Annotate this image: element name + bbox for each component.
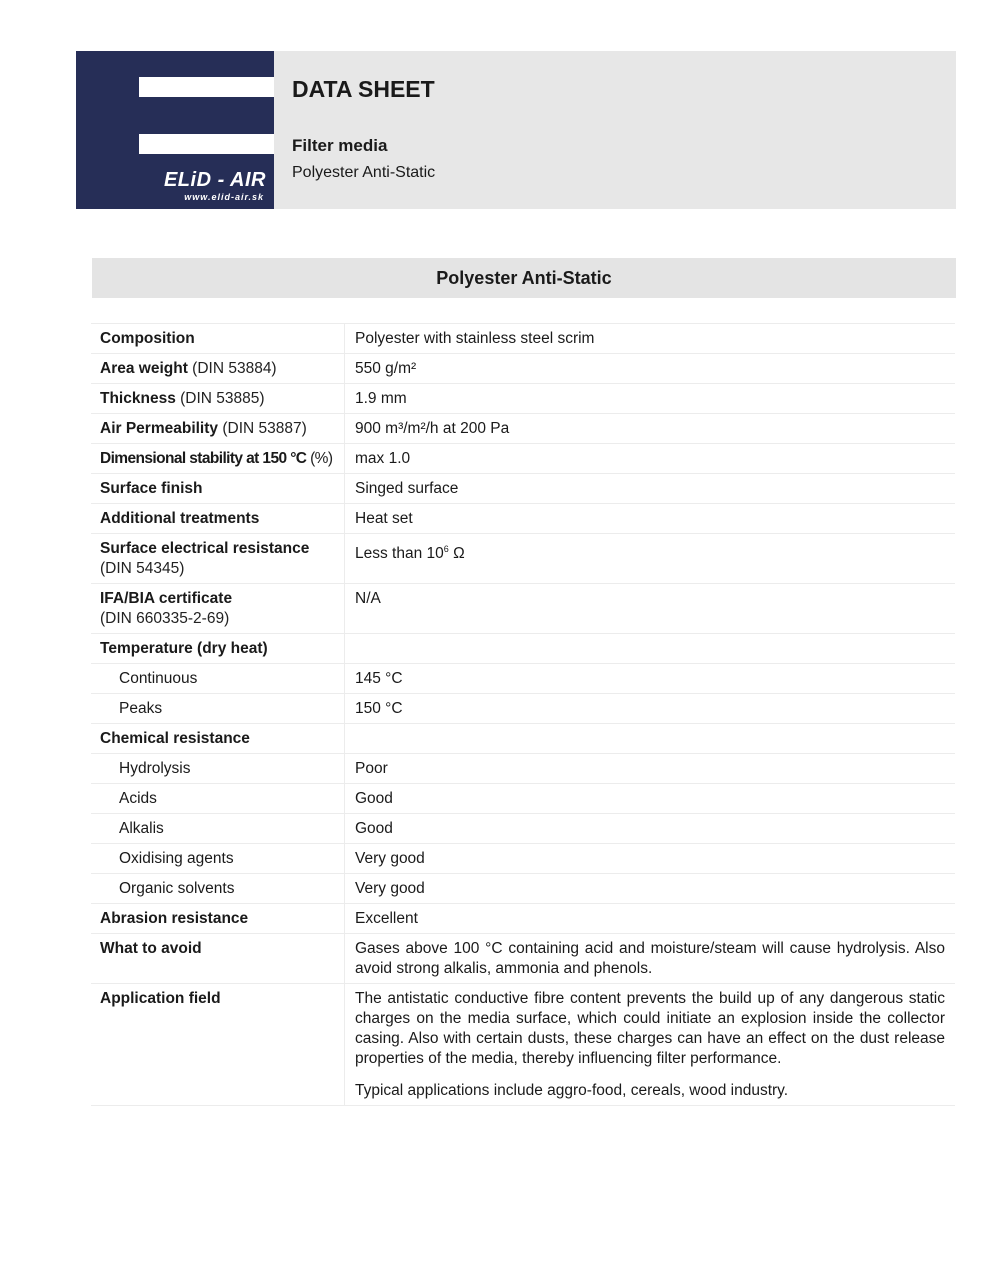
section-title-bar (92, 258, 956, 298)
table-row-hydrolysis (91, 754, 955, 784)
logo-url: www.elid-air.sk (184, 192, 264, 202)
row-label: Surface finish (100, 480, 203, 497)
row-label: Composition (100, 330, 195, 347)
product-name: Polyester Anti-Static (292, 164, 436, 181)
row-label: Peaks (91, 694, 345, 723)
row-label: Acids (91, 784, 345, 813)
table-row-area-weight (91, 354, 955, 384)
row-value: Polyester with stainless steel scrim (355, 330, 595, 347)
table-row-chemical-header (91, 724, 955, 754)
table-row-temperature-header (91, 634, 955, 664)
application-examples: Typical applications include aggro-food, cereals, wood industry. (355, 1082, 789, 1099)
row-value: Singed surface (355, 480, 459, 497)
row-value: Gases above 100 °C containing acid and moisture/steam will cause hydrolysis. Also avoid strong alkalis, ammonia and phenols. (355, 940, 945, 977)
table-row-abrasion-resistance (91, 904, 955, 934)
row-label: What to avoid (100, 940, 202, 957)
row-value: Good (355, 790, 393, 807)
row-label: Area weight (100, 360, 188, 377)
table-row-what-to-avoid (91, 934, 955, 984)
row-value: Good (355, 820, 393, 837)
row-label: Continuous (91, 664, 345, 693)
logo-bar-bottom (139, 134, 274, 154)
row-value: Excellent (355, 910, 418, 927)
table-row-continuous (91, 664, 955, 694)
application-text: The antistatic conductive fibre content prevents the build up of any dangerous static charges on the media surface, which could initiate an explosion inside the collector casing. Also with certain dusts, these charges can have an effect on the dust release properties of the media, thereby influencing filter performance. (355, 990, 945, 1067)
section-title: Polyester Anti-Static (436, 268, 612, 288)
row-label: Oxidising agents (91, 844, 345, 873)
table-row-alkalis (91, 814, 955, 844)
row-label: Application field (100, 990, 221, 1007)
row-value: Poor (355, 760, 388, 777)
table-row-dimensional-stability (91, 444, 955, 474)
row-note: (DIN 660335-2-69) (100, 610, 230, 627)
row-value: 550 g/m² (355, 360, 417, 377)
row-label: Chemical resistance (100, 730, 250, 747)
table-row-acids (91, 784, 955, 814)
row-note: (DIN 53887) (222, 420, 307, 437)
row-label: IFA/BIA certificate (100, 590, 233, 607)
row-value: 1.9 mm (355, 390, 407, 407)
row-value: N/A (355, 590, 381, 607)
table-row-composition (91, 324, 955, 354)
company-logo (76, 51, 274, 209)
table-row-thickness (91, 384, 955, 414)
row-label: Surface electrical resistance (100, 540, 310, 557)
page-subtitle: Filter media (292, 136, 388, 155)
row-value: Very good (355, 880, 425, 897)
row-value: 900 m³/m²/h at 200 Pa (355, 420, 510, 437)
table-row-air-permeability (91, 414, 955, 444)
logo-brand: ELiD - AIR (163, 169, 266, 191)
row-value: 145 °C (355, 670, 403, 687)
row-label: Additional treatments (100, 510, 260, 527)
row-label: Temperature (dry heat) (100, 640, 268, 657)
page-title: DATA SHEET (292, 76, 435, 102)
row-note: (DIN 54345) (100, 560, 185, 577)
row-label: Alkalis (91, 814, 345, 843)
row-label: Organic solvents (91, 874, 345, 903)
row-value: Heat set (355, 510, 413, 527)
row-label: Abrasion resistance (100, 910, 249, 927)
table-row-peaks (91, 694, 955, 724)
row-note: (DIN 53884) (192, 360, 277, 377)
spec-table (91, 323, 955, 1106)
row-label: Thickness (100, 390, 176, 407)
table-row-surface-resistance (91, 534, 955, 584)
table-row-additional-treatments (91, 504, 955, 534)
exponent: 6 (443, 544, 449, 554)
table-row-ifa-certificate (91, 584, 955, 634)
table-row-surface-finish (91, 474, 955, 504)
header (76, 51, 956, 209)
row-label: Air Permeability (100, 420, 219, 437)
row-value: 150 °C (355, 700, 403, 717)
table-row-oxidising-agents (91, 844, 955, 874)
row-note: (%) (310, 450, 333, 467)
row-label: Dimensional stability at 150 °C (100, 450, 307, 467)
row-value: max 1.0 (355, 450, 411, 467)
row-label: Hydrolysis (91, 754, 345, 783)
logo-bar-top (139, 77, 274, 97)
row-value: Less than $10^6$ Ω (355, 544, 465, 563)
table-row-organic-solvents (91, 874, 955, 904)
row-note: (DIN 53885) (180, 390, 265, 407)
table-row-application-field (91, 984, 955, 1106)
row-value: Very good (355, 850, 425, 867)
